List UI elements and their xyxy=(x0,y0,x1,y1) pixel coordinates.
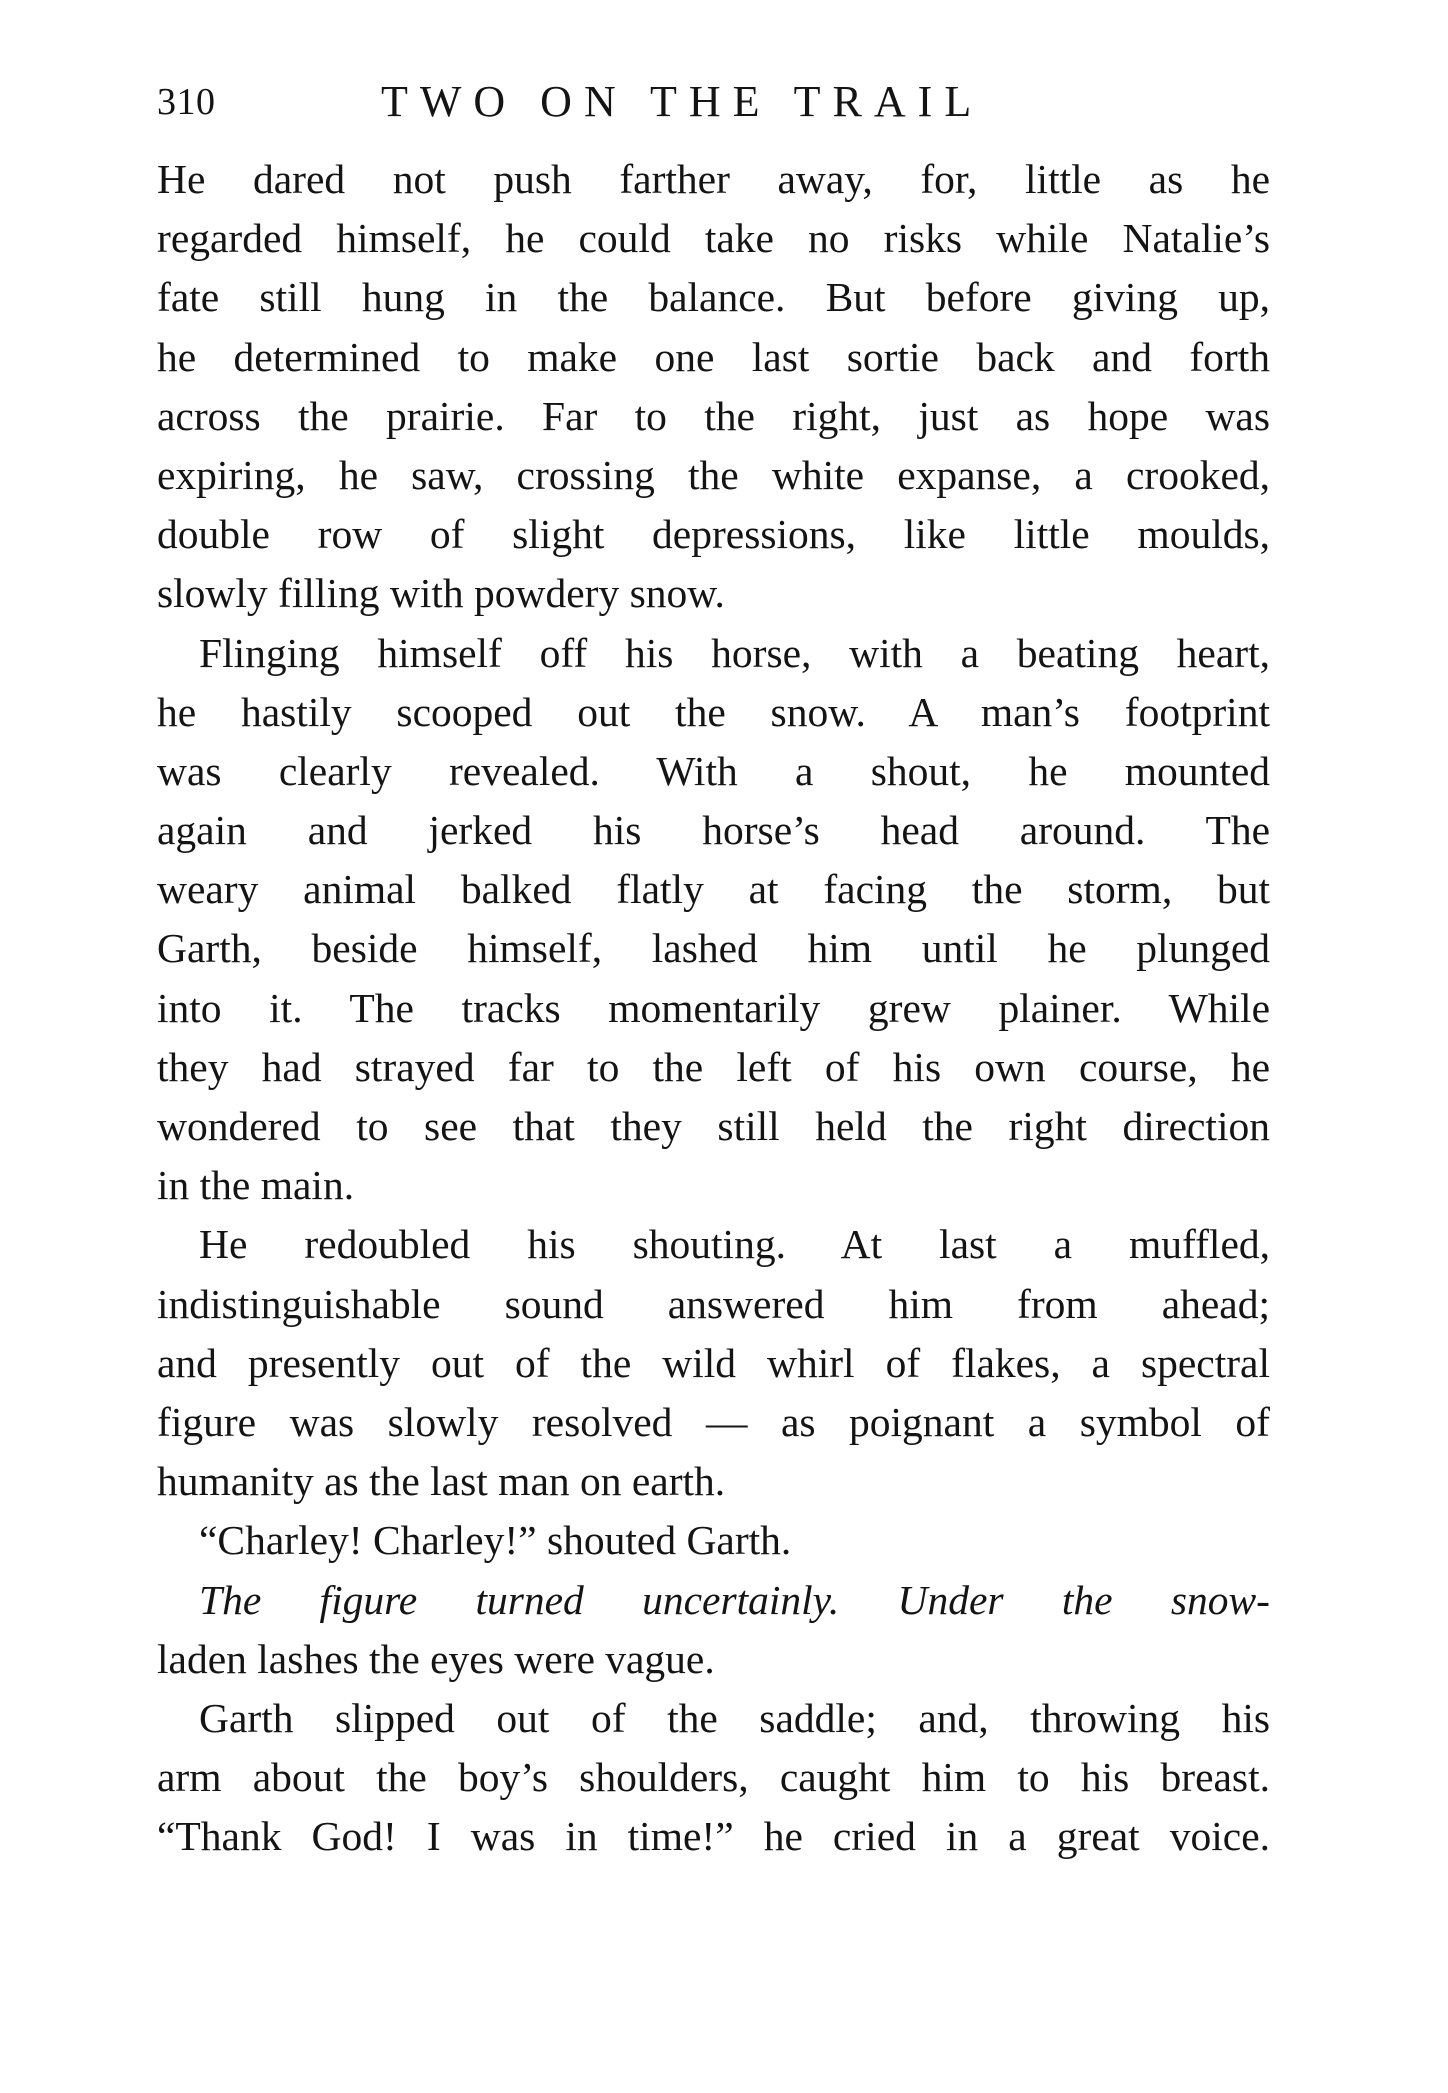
text-line: “Charley! Charley!” shouted Garth. xyxy=(199,1517,792,1564)
text-line: He dared not push farther away, for, little as he xyxy=(157,156,1270,202)
text-line: humanity as the last man on earth. xyxy=(157,1458,726,1505)
page-number: 310 xyxy=(157,81,216,123)
text-line: figure was slowly resolved — as poignant a symbol of xyxy=(157,1398,1270,1445)
text-line: slowly filling with powdery snow. xyxy=(157,570,725,617)
paragraph-3 xyxy=(157,1215,1270,1511)
text-line: and presently out of the wild whirl of flakes, a spectral xyxy=(157,1339,1270,1386)
text-line: expiring, he saw, crossing the white expanse, a crooked, xyxy=(157,451,1270,498)
text-line: laden lashes the eyes were vague. xyxy=(157,1635,715,1682)
body-text xyxy=(157,150,1270,1866)
text-line: into it. The tracks momentarily grew plainer. While xyxy=(157,984,1270,1031)
text-line: across the prairie. Far to the right, just as hope was xyxy=(157,392,1270,439)
paragraph-1 xyxy=(157,150,1270,624)
text-line: fate still hung in the balance. But before giving up, xyxy=(157,274,1270,321)
text-line: in the main. xyxy=(157,1162,355,1209)
paragraph-4 xyxy=(157,1511,1270,1570)
text-line: The figure turned uncertainly. Under the snow- xyxy=(199,1576,1270,1623)
text-line: was clearly revealed. With a shout, he mounted xyxy=(157,747,1270,794)
running-title: TWO ON THE TRAIL xyxy=(381,77,984,126)
text-line: Flinging himself off his horse, with a beating heart, xyxy=(199,629,1270,676)
text-line: Garth slipped out of the saddle; and, throwing his xyxy=(199,1694,1270,1741)
text-line: regarded himself, he could take no risks while Natalie’s xyxy=(157,215,1270,262)
text-line: “Thank God! I was in time!” he cried in a great voice. xyxy=(157,1813,1270,1860)
text-line: arm about the boy’s shoulders, caught him to his breast. xyxy=(157,1754,1270,1801)
text-line: He redoubled his shouting. At last a muffled, xyxy=(199,1221,1270,1268)
text-line: weary animal balked flatly at facing the storm, but xyxy=(157,866,1270,913)
paragraph-5 xyxy=(157,1571,1270,1689)
text-line: Garth, beside himself, lashed him until he plunged xyxy=(157,925,1270,972)
text-line: again and jerked his horse’s head around. The xyxy=(157,807,1270,854)
text-line: double row of slight depressions, like little moulds, xyxy=(157,511,1270,558)
text-line: they had strayed far to the left of his own course, he xyxy=(157,1043,1270,1090)
page-header xyxy=(157,72,1267,132)
text-line: he determined to make one last sortie back and forth xyxy=(157,333,1270,380)
text-line: he hastily scooped out the snow. A man’s footprint xyxy=(157,688,1270,735)
text-line: wondered to see that they still held the right direction xyxy=(157,1103,1270,1149)
paragraph-6 xyxy=(157,1689,1270,1867)
text-line: indistinguishable sound answered him from ahead; xyxy=(157,1280,1270,1327)
paragraph-2 xyxy=(157,624,1270,1216)
